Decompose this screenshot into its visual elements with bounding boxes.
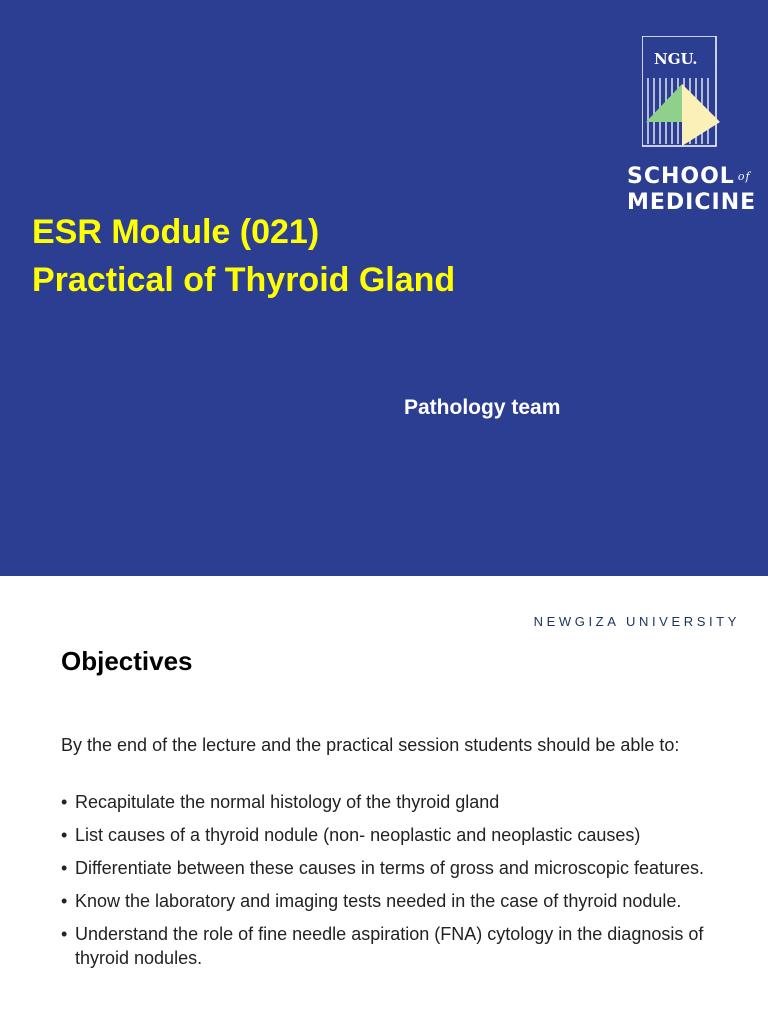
logo-badge-text: NGU. (654, 50, 698, 68)
list-item: • Understand the role of fine needle aspiration (FNA) cytology in the diagnosis of thyroid nodules. (61, 922, 721, 970)
logo-line2: MEDICINE (627, 190, 757, 215)
list-item: • Recapitulate the normal histology of the thyroid gland (61, 790, 721, 814)
school-logo (624, 36, 757, 226)
objectives-heading: Objectives (61, 646, 193, 676)
slide-title-line1: ESR Module (021) (32, 213, 320, 251)
objectives-intro: By the end of the lecture and the practical session students should be able to: (61, 735, 680, 755)
objectives-slide (0, 576, 768, 1024)
list-item: • List causes of a thyroid nodule (non- neoplastic and neoplastic causes) (61, 823, 721, 847)
logo-line1: SCHOOL (627, 164, 735, 189)
slide-title-line2: Practical of Thyroid Gland (32, 261, 456, 299)
logo-of: of (737, 170, 751, 183)
university-name: NEWGIZA UNIVERSITY (533, 614, 740, 629)
slide-subtitle: Pathology team (404, 396, 561, 419)
list-item: • Differentiate between these causes in terms of gross and microscopic features. (61, 856, 721, 880)
slide-title (32, 208, 455, 304)
objectives-list (61, 790, 721, 979)
logo-school-name (627, 164, 756, 216)
list-item: • Know the laboratory and imaging tests needed in the case of thyroid nodule. (61, 889, 721, 913)
